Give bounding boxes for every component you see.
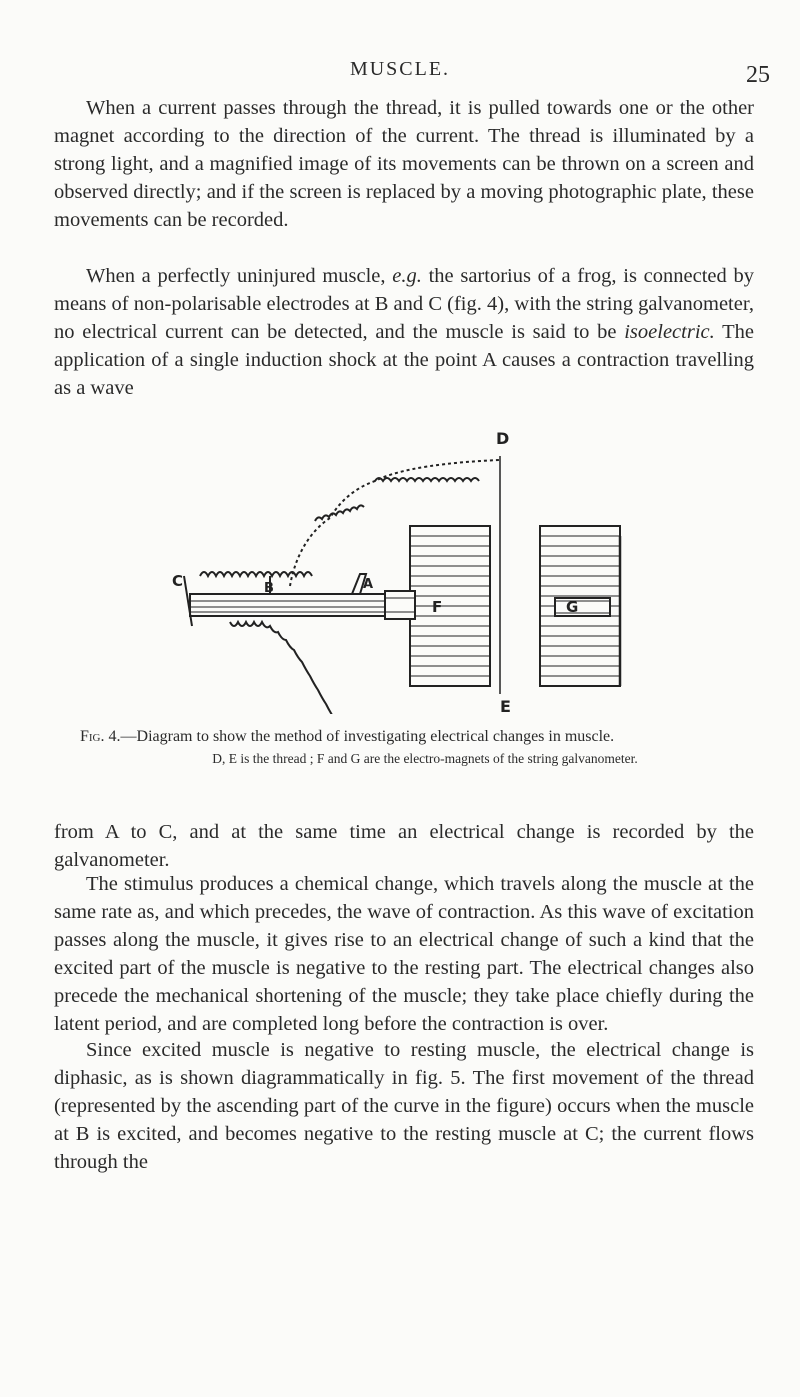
caption-line-1 xyxy=(80,726,770,748)
caption-line-2: D, E is the thread ; F and G are the electro-magnets of the string galvanometer. xyxy=(212,751,638,766)
page-number: 25 xyxy=(746,62,770,88)
thread-upper-loops xyxy=(375,478,479,481)
caption-line-1-text: —Diagram to show the method of investigating electrical changes in muscle. xyxy=(120,728,615,745)
label-g: G xyxy=(566,598,579,616)
thread-upper-loops-2 xyxy=(315,505,364,521)
label-e: E xyxy=(500,697,511,714)
p2-text-before: When a perfectly uninjured muscle, xyxy=(86,265,393,287)
p2-eg: e.g. xyxy=(392,265,422,287)
label-d: D xyxy=(496,429,510,448)
caption-figure-label: Fig. 4. xyxy=(80,728,121,745)
thread-lower-coil xyxy=(230,622,430,714)
galvanometer-diagram xyxy=(170,426,660,714)
paragraph-from-a-to-c: from A to C, and at the same time an electrical change is recorded by the galvanometer. xyxy=(54,821,754,871)
label-f: F xyxy=(432,598,443,616)
paragraph-isoelectric xyxy=(54,262,754,402)
label-a: A xyxy=(363,577,374,592)
paragraph-diphasic-change: Since excited muscle is negative to resting muscle, the electrical change is diphasic, as is shown diagrammatically in fig. 5. The first movement of the thread (represented by the ascending part of the curve in the figure) occurs when the muscle at B is excited, and becomes negative to the resting muscle at C; the current flows through the xyxy=(54,1039,754,1173)
p2-text-after: The application of a single induction shock at the point A causes a contraction travelling as a wave xyxy=(54,321,754,399)
label-b: B xyxy=(264,581,274,596)
figure-caption xyxy=(80,726,770,770)
running-head: MUSCLE. xyxy=(349,58,451,80)
label-c: C xyxy=(172,572,184,590)
paragraph-stimulus-chemical-change: The stimulus produces a chemical change, which travels along the muscle at the same rate as, and which precedes, the wave of contraction. As this wave of excitation passes along the muscle, it gives rise to an electrical change of such a kind that the excited part of the muscle is negative to the resting part. The electrical changes also precede the mechanical shortening of the muscle; they take place chiefly during the latent period, and are completed long before the contraction is over. xyxy=(54,873,754,1035)
muscle-bar xyxy=(190,594,390,616)
p2-text-middle: the sartorius of a frog, is connected by means of non-polarisable electrodes at B and C (fig. 4), with the string galvanometer, no electrical current can be detected, and the muscle is said to be xyxy=(54,265,754,343)
electrode-coil-b xyxy=(200,572,312,576)
figure-galvanometer-diagram xyxy=(170,426,660,714)
paragraph-thread-movement: When a current passes through the thread, it is pulled towards one or the other magnet according to the direction of the current. The thread is illuminated by a strong light, and a magnified image of its movements can be thrown on a screen and observed directly; and if the screen is replaced by a moving photographic plate, these movements can be recorded. xyxy=(54,97,754,231)
p2-isoelectric-term: isoelectric. xyxy=(624,321,715,343)
